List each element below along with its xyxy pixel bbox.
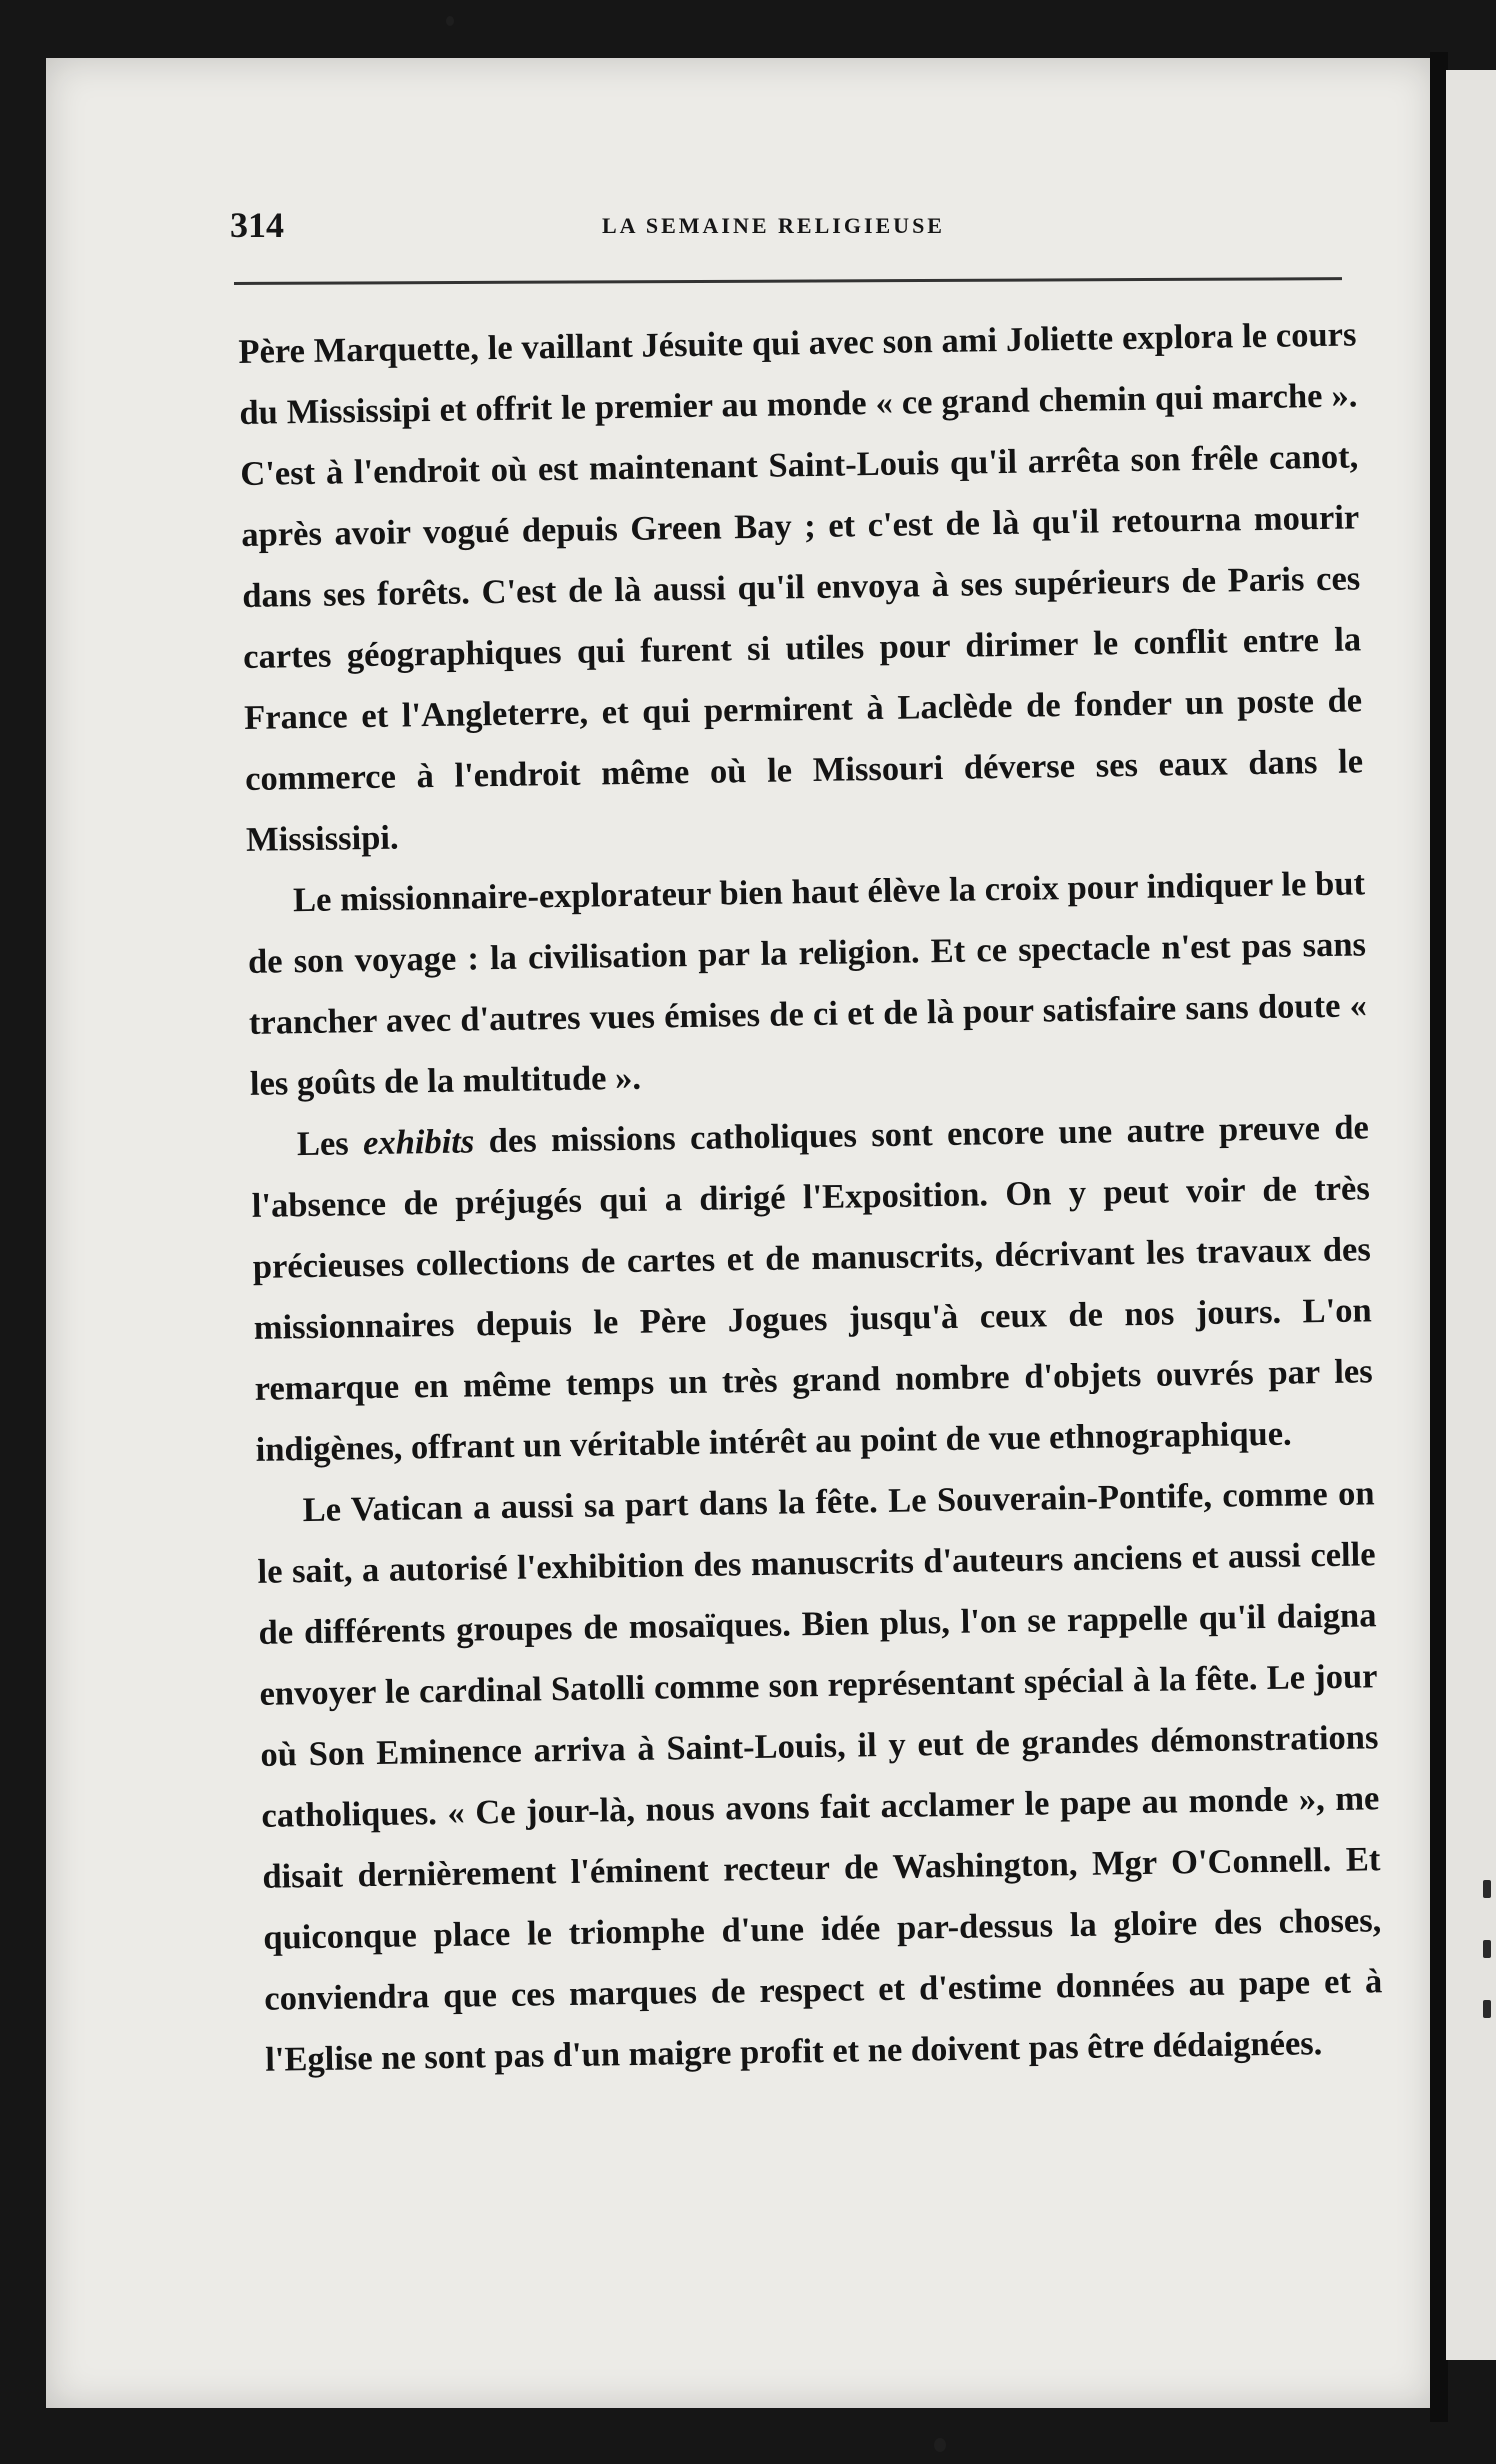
page-header	[230, 204, 1336, 254]
paragraph-continuation: Père Marquette, le vaillant Jésuite qui avec son ami Joliette explora le cours du Mississipi et offrit le premier au monde « ce grand chemin qui marche ». C'est à l'endroit où est maintenant Saint-Louis qu'il arrêta son frêle canot, après avoir vogué depuis Green Bay ; et c'est de là qu'il retourna mourir dans ses forêts. C'est de là aussi qu'il envoya à ses supérieurs de Paris ces cartes géographiques qui furent si utiles pour dirimer le conflit entre la France et l'Angleterre, et qui permirent à Laclède de fonder un poste de commerce à l'endroit même où le Missouri déverse ses eaux dans le Mississipi.	[238, 315, 1364, 859]
running-head: LA SEMAINE RELIGIEUSE	[602, 213, 945, 238]
adjacent-page-glyph	[1483, 1880, 1491, 1898]
scan-speck	[934, 2438, 946, 2452]
scan-speck	[446, 16, 454, 26]
paragraph-exhibits	[250, 1097, 1374, 1481]
paragraph-missionary: Le missionnaire-explorateur bien haut élève la croix pour indiquer le but de son voyage : la civilisation par la religion. Et ce spectacle n'est pas sans trancher avec d'autres vues émises de ci et de là pour satisfaire sans doute « les goûts de la multitude ».	[247, 864, 1368, 1103]
article-body	[238, 304, 1384, 2090]
exhibits-italic-word: exhibits	[362, 1122, 475, 1163]
page-number: 314	[230, 205, 284, 245]
exhibits-lead-word: Les	[296, 1124, 349, 1164]
paragraph-vatican: Le Vatican a aussi sa part dans la fête. Le Souverain-Pontife, comme on le sait, a autorisé l'exhibition des manuscrits d'auteurs anciens et aussi celle de différents groupes de mosaïques. Bien plus, l'on se rappelle qu'il daigna envoyer le cardinal Satolli comme son représentant spécial à la fête. Le jour où Son Eminence arriva à Saint-Louis, il y eut de grandes démonstrations catholiques. « Ce jour-là, nous avons fait acclamer le pape au monde », me disait dernièrement l'éminent recteur de Washington, Mgr O'Connell. Et quiconque place le triomphe d'une idée par-dessus la gloire des choses, conviendra que ces marques de respect et d'estime données au pape et à l'Eglise ne sont pas d'un maigre profit et ne doivent pas être dédaignées.	[257, 1474, 1383, 2079]
adjacent-page-glyph	[1483, 1940, 1491, 1958]
adjacent-page-glyph	[1483, 2000, 1491, 2018]
exhibits-text: des missions catholiques sont encore une autre preuve de l'absence de préjugés qui a dirigé l'Exposition. On y peut voir de très précieuses collections de cartes et de manuscrits, décrivant les travaux des missionnaires depuis le Père Jogues jusqu'à ceux de nos jours. L'on remarque en même temps un très grand nombre d'objets ouvrés par les indigènes, offrant un véritable intérêt au point de vue ethnographique.	[251, 1108, 1373, 1469]
